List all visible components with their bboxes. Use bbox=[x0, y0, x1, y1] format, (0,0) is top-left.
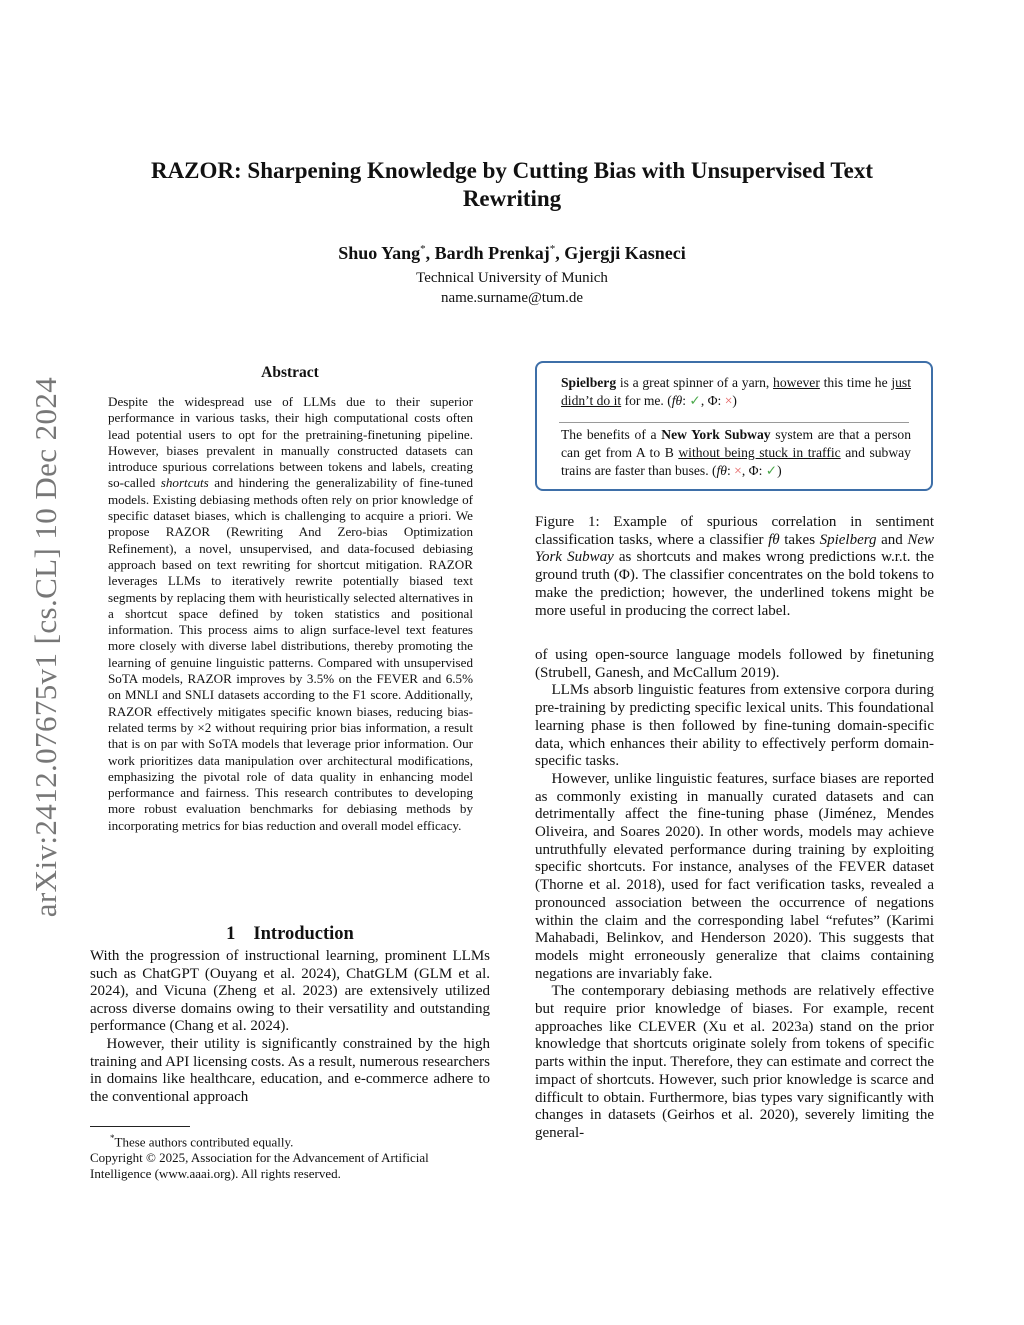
figure-1-example-box bbox=[535, 361, 933, 491]
affiliation bbox=[100, 268, 924, 308]
author-name: Bardh Prenkaj bbox=[434, 243, 550, 263]
example-divider bbox=[559, 422, 909, 423]
author-name: Gjergji Kasneci bbox=[564, 243, 686, 263]
right-column-text bbox=[535, 647, 934, 1143]
section-number: 1 bbox=[226, 924, 236, 944]
equal-contribution-footnote: *These authors contributed equally. bbox=[110, 1133, 294, 1150]
shortcut-token: Spielberg bbox=[561, 375, 617, 390]
equal-contribution-mark: * bbox=[420, 243, 426, 255]
paragraph: With the progression of instructional learning, prominent LLMs such as ChatGPT (Ouyang et al. 2024), ChatGLM (GLM et al. 2024), and Vicuna (Zheng et al. 2023) are extensively utilized across diverse domains owing to their versatility and outstanding performance (Chang et al. 2024). bbox=[90, 948, 490, 1035]
arxiv-identifier: arXiv:2412.07675v1 [cs.CL] 10 Dec 2024 bbox=[28, 376, 64, 918]
arxiv-identifier-stamp bbox=[24, 352, 68, 942]
cross-icon: × bbox=[724, 393, 733, 408]
email: name.surname@tum.de bbox=[440, 290, 584, 306]
underlined-phrase: however bbox=[773, 375, 820, 390]
check-icon: ✓ bbox=[765, 463, 778, 478]
cross-icon: × bbox=[734, 463, 742, 478]
equal-contribution-mark: * bbox=[549, 243, 556, 255]
check-icon: ✓ bbox=[689, 393, 701, 408]
abstract-paragraph: Despite the widespread use of LLMs due to their superior performance in various tasks, their high computational costs often lead potential users to opt for the pretraining-finetuning pipeline. However, biases prevalent in manually constructed datasets can introduce spurious correlations between tokens and labels, creating so-called shortcuts and hindering the generalizability of fine-tuned models. Existing debiasing methods often rely on prior knowledge of specific dataset biases, which is challenging to acquire a priori. We propose RAZOR (Rewriting And Zero-bias Optimization Refinement), a novel, unsupervised, and data-focused debiasing approach based on text rewriting for shortcut mitigation. RAZOR leverages LLMs to iteratively rewrite potentially biased text segments by replacing them with heuristically selected alternatives in a shortcut space defined by token statistics and positional information. This process aims to align surface-level text features more closely with diverse label distributions, thereby promoting the learning of genuine linguistic patterns. Compared with unsupervised SoTA models, RAZOR improves by 3.5% on the FEVER and 6.5% on MNLI and SNLI datasets according to the F1 score. Additionally, RAZOR effectively mitigates specific known biases, reducing bias-related terms by ×2 without requiring prior bias information, a result that is on par with SoTA models that leverage prior information. Our work prioritizes data manipulation over architectural modifications, emphasizing the pivotal role of data quality in enhancing model performance and fairness. This research contributes to developing more robust evaluation benchmarks for debiasing methods by incorporating metrics for bias reduction and overall model efficacy. bbox=[108, 394, 473, 833]
classifier-symbol: fθ bbox=[768, 531, 780, 548]
section-heading-introduction bbox=[90, 922, 490, 946]
classifier-symbol: fθ bbox=[671, 393, 683, 408]
paragraph: The contemporary debiasing methods are relatively effective but require prior knowledge of biases. For example, recent approaches like CLEVER (Xu et al. 2023a) stand on the prior knowledge that shortcuts originate solely from tokens of specific parts within the input. Therefore, they can estimate and correct the impact of shortcuts. However, such prior knowledge is scarce and difficult to obtain. Furthermore, bias types vary significantly with changes in datasets (Geirhos et al. 2020), severely limiting the general- bbox=[535, 983, 934, 1141]
example-sentence-1: Spielberg is a great spinner of a yarn, however this time he just didn’t do it for me. (fθ: ✓, Φ: ×) bbox=[561, 375, 911, 408]
shortcuts-term: shortcuts bbox=[160, 475, 209, 491]
author-name: Shuo Yang bbox=[338, 243, 421, 263]
paragraph: However, their utility is significantly constrained by the high training and API licensing costs. As a result, numerous researchers in domains like healthcare, education, and e-commerce adhere to the conventional approach bbox=[90, 1035, 490, 1105]
section-title: Introduction bbox=[253, 924, 354, 944]
example-sentence-2: The benefits of a New York Subway system are that a person can get from A to B without being stuck in traffic and subway trains are faster than buses. (fθ: ×, Φ: ✓) bbox=[561, 427, 911, 478]
paragraph: of using open-source language models followed by finetuning (Strubell, Ganesh, and McCallum 2019). bbox=[535, 647, 934, 681]
shortcut-term: Spielberg bbox=[819, 531, 877, 548]
shortcut-token: New York Subway bbox=[661, 427, 771, 442]
underlined-phrase: just didn’t do it bbox=[561, 375, 911, 408]
abstract-heading: Abstract bbox=[261, 364, 319, 381]
abstract-body bbox=[108, 394, 473, 834]
author-list: Shuo Yang*, Bardh Prenkaj*, Gjergji Kasneci bbox=[338, 243, 686, 263]
paragraph: LLMs absorb linguistic features from extensive corpora during pre-training by predicting specific lexical units. This foundational learning phase is then followed by fine-tuning domain-specific data, which enhances their ability to effectively perform domain-specific tasks. bbox=[535, 682, 934, 770]
footnotes bbox=[90, 1130, 490, 1182]
classifier-symbol: fθ bbox=[716, 463, 727, 478]
introduction-text bbox=[90, 948, 490, 1106]
footnote-rule bbox=[90, 1126, 190, 1127]
underlined-phrase: without being stuck in traffic bbox=[678, 445, 841, 460]
shortcut-term: New York Subway bbox=[535, 531, 934, 566]
figure-1-caption: Figure 1: Example of spurious correlation in sentiment classification tasks, where a classifier fθ takes Spielberg and New York Subway as shortcuts and makes wrong predictions w.r.t. the ground truth (Φ). The classifier concentrates on the bold tokens to make the prediction; however, the underlined tokens might be more useful in producing the correct label. bbox=[535, 514, 934, 619]
paper-title: RAZOR: Sharpening Knowledge by Cutting Bias with Unsupervised Text Rewriting bbox=[150, 158, 874, 211]
institution: Technical University of Munich bbox=[416, 270, 608, 286]
copyright-notice: Copyright © 2025, Association for the Advancement of Artificial Intelligence (www.aaai.org). All rights reserved. bbox=[90, 1150, 429, 1182]
paragraph: However, unlike linguistic features, surface biases are reported as commonly existing in manually curated datasets and can detrimentally affect the fine-tuning phase (Jiménez, Mendes Oliveira, and Soares 2020). In other words, models may achieve untruthfully elevated performance during training by exploiting specific shortcuts. For instance, analyses of the FEVER dataset (Thorne et al. 2018), used for fact verification tasks, revealed a pronounced association between the occurrence of negations within the claim and the corresponding label “refutes” (Karimi Mahabadi, Belinkov, and Henderson 2020). This suggests that models might erroneously generalize that claims containing negations are invariably fake. bbox=[535, 770, 934, 982]
